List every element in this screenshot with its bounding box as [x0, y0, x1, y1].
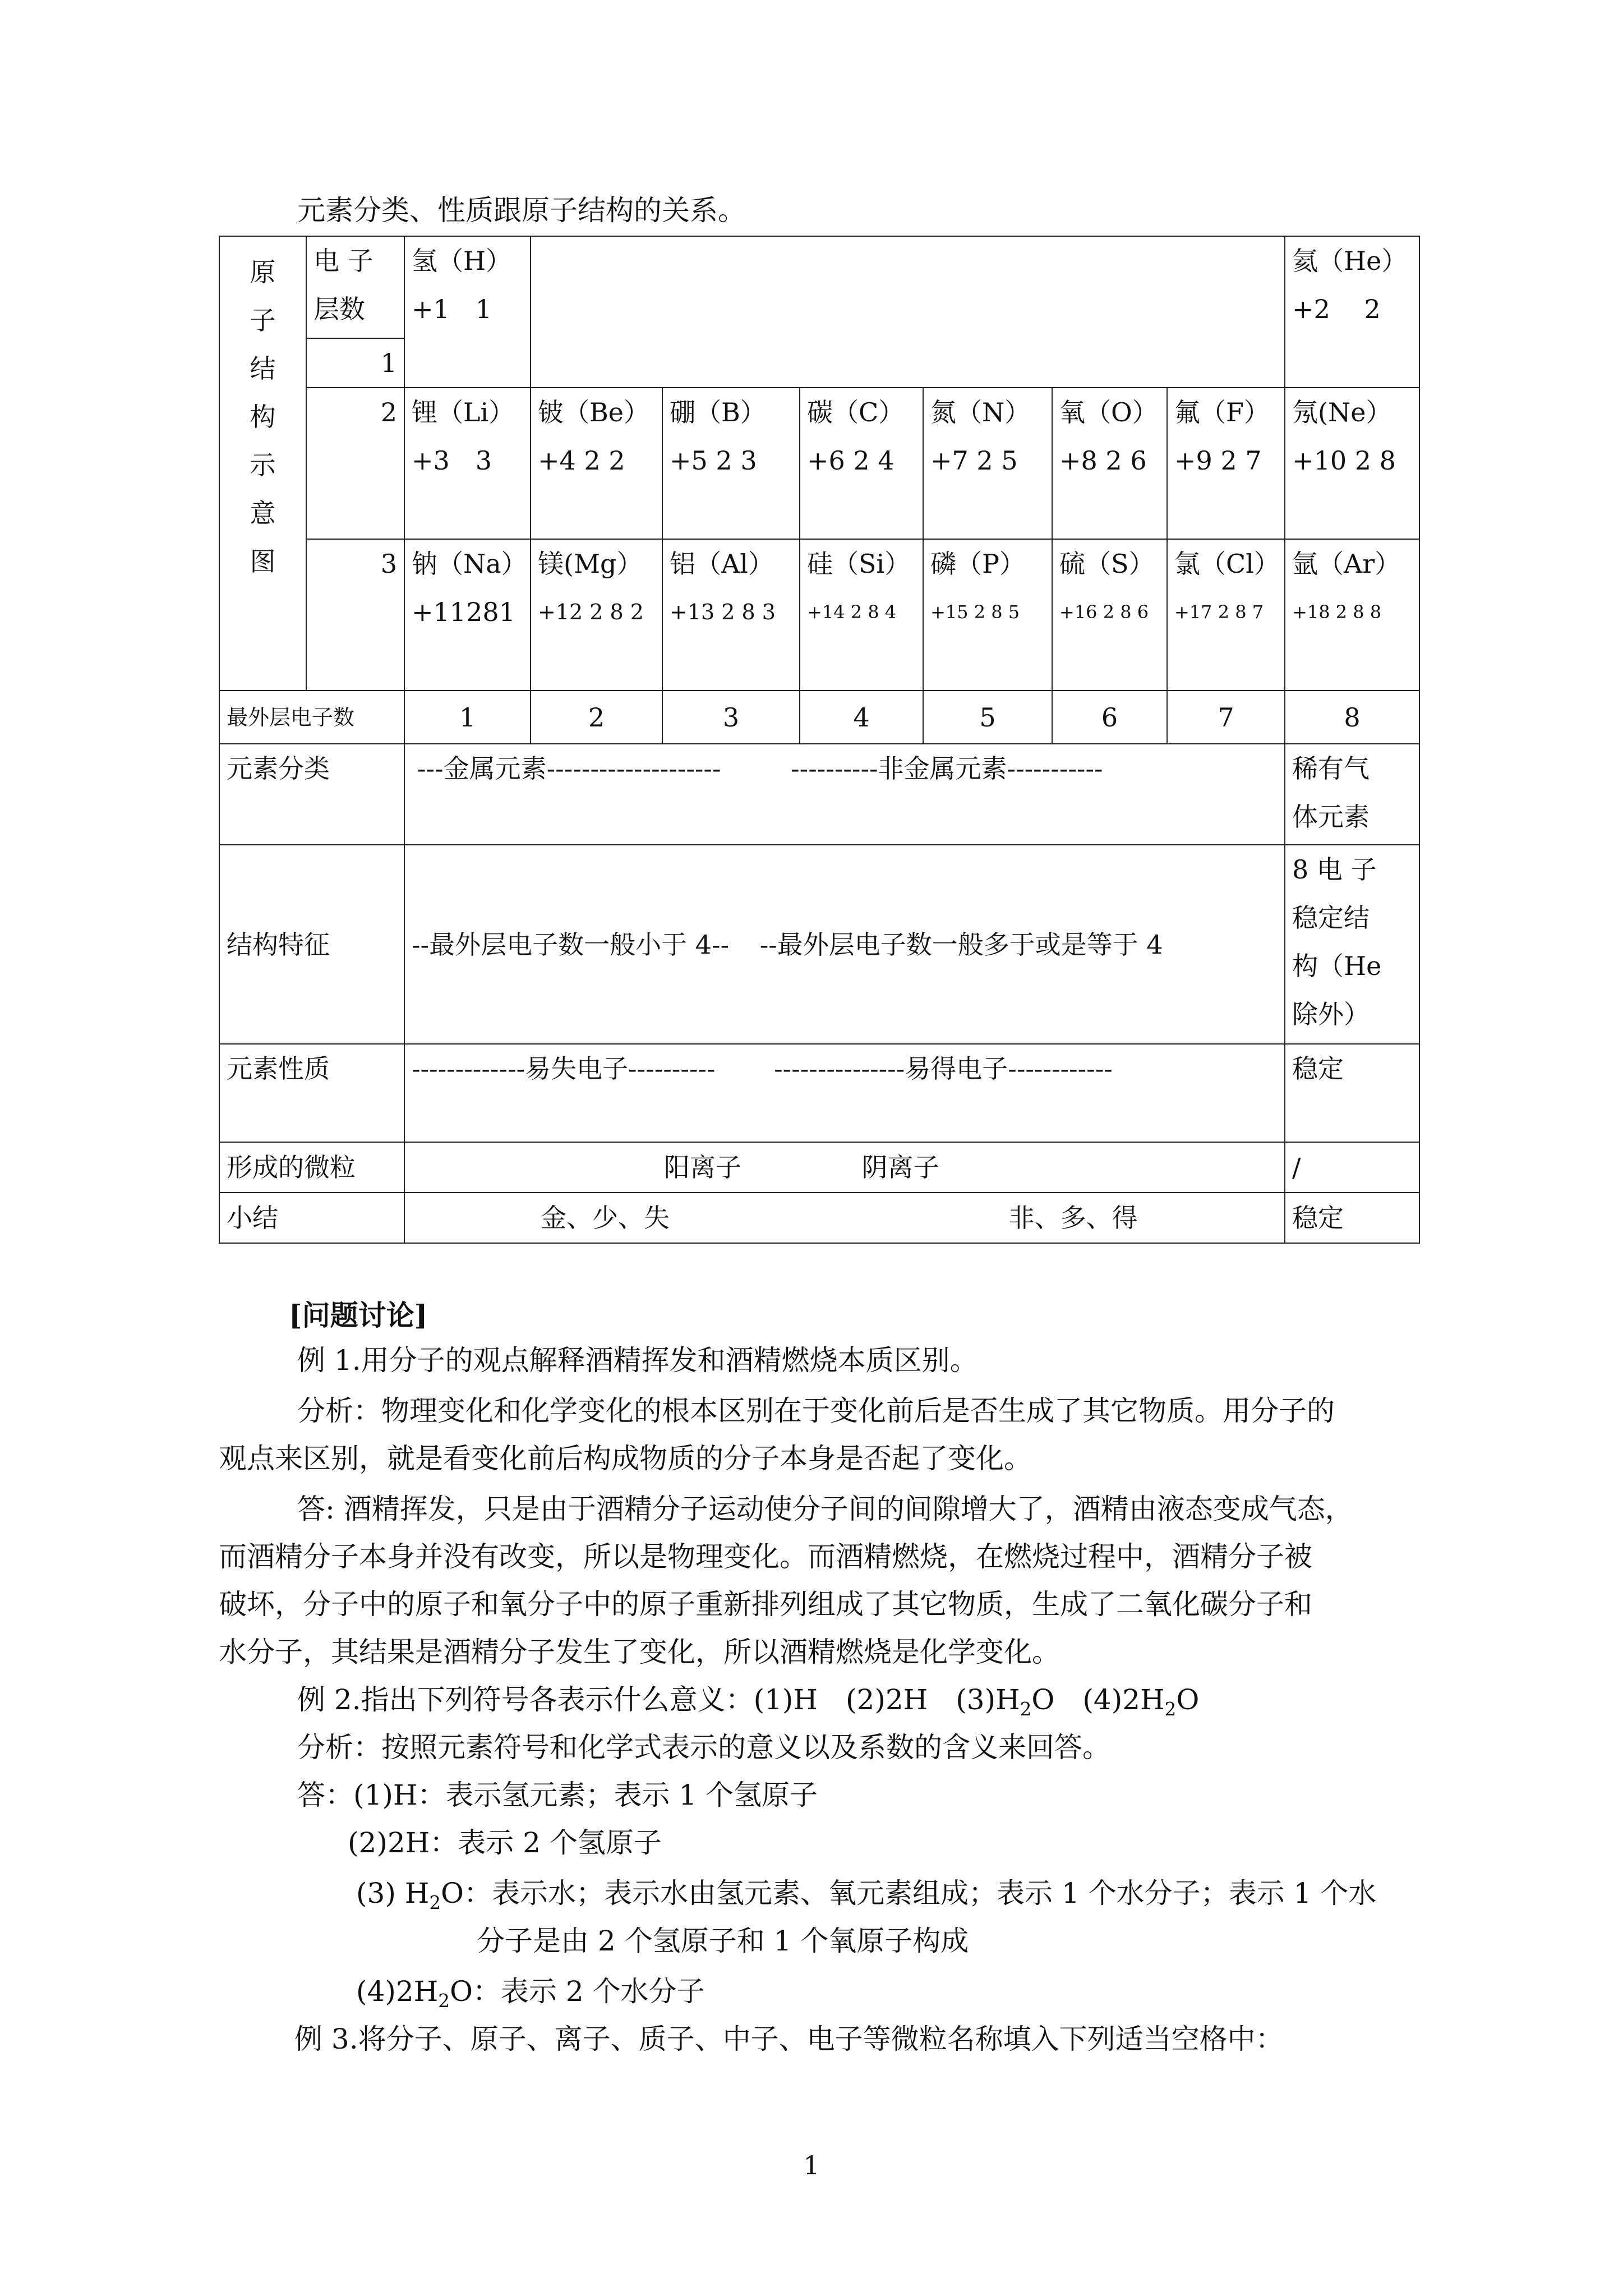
outer-electrons-value: 5	[923, 691, 1052, 744]
page-number: 1	[803, 2150, 820, 2180]
classification-values	[404, 744, 1285, 845]
element-cell-he: 氦（He） +2 2	[1285, 236, 1419, 388]
example-1-answer: 答: 酒精挥发，只是由于酒精分子运动使分子间的间隙增大了，酒精由液态变成气态，	[297, 1493, 1353, 1525]
element-cell-o: 氧（O） +8 2 6	[1052, 388, 1167, 539]
section-title: [问题讨论]	[289, 1299, 428, 1332]
metal-class: ---金属元素--------------------	[417, 753, 721, 784]
example-1-answer: 而酒精分子本身并没有改变，所以是物理变化。而酒精燃烧，在燃烧过程中，酒精分子被	[219, 1540, 1312, 1573]
layer-1-label: 1	[380, 348, 397, 378]
example-2-answer: (3) $H_2O$：表示水；表示水由氢元素、氧元素组成；表示 1 个水分子；表示 1 个水	[356, 1877, 1377, 1913]
nonmetal-structure: --最外层电子数一般多于或是等于 4	[759, 929, 1163, 960]
element-cell-mg: 镁(Mg） +12 2 8 2	[531, 539, 662, 691]
example-1-analysis: 分析：物理变化和化学变化的根本区别在于变化前后是否生成了其它物质。用分子的	[297, 1395, 1335, 1427]
element-cell-c: 碳（C） +6 2 4	[800, 388, 923, 539]
example-2-analysis: 分析：按照元素符号和化学式表示的意义以及系数的含义来回答。	[297, 1731, 1110, 1764]
example-2-answer: (2)2H：表示 2 个氢原子	[348, 1826, 662, 1859]
structure-values	[404, 845, 1285, 1044]
noble-summary: 稳定	[1285, 1193, 1419, 1243]
element-cell-be: 铍（Be） +4 2 2	[531, 388, 662, 539]
element-cell-h: 氢（H） +1 1	[404, 236, 531, 388]
outer-electrons-label: 最外层电子数	[219, 691, 404, 744]
layer-header-top: 电 子	[313, 246, 374, 276]
example-1-analysis: 观点来区别，就是看变化前后构成物质的分子本身是否起了变化。	[219, 1442, 1032, 1475]
nonmetal-class: ----------非金属元素-----------	[791, 753, 1103, 784]
example-2-answer: 答：(1)H：表示氢元素；表示 1 个氢原子	[297, 1779, 818, 1811]
layer-header-bottom: 层数	[313, 294, 365, 324]
example-2-answer: $(4)2H_2O$：表示 2 个水分子	[356, 1975, 705, 2012]
outer-electrons-value: 7	[1167, 691, 1285, 744]
example-2: 例 2.指出下列符号各表示什么意义：(1)H (2)2H $(3)H_2O$ $(4)2H_2O$	[297, 1683, 1200, 1720]
classification-label: 元素分类	[219, 744, 404, 845]
noble-property: 稳定	[1285, 1044, 1419, 1142]
layer-2-label: 2	[306, 388, 404, 539]
summary-values	[404, 1193, 1285, 1243]
particle-values	[404, 1142, 1285, 1193]
element-cell-li: 锂（Li） +3 3	[404, 388, 531, 539]
structure-label: 结构特征	[219, 845, 404, 1044]
outer-electrons-value: 3	[662, 691, 800, 744]
noble-particle: /	[1285, 1142, 1419, 1193]
anion-label: 阴离子	[861, 1152, 939, 1182]
cation-label: 阳离子	[664, 1152, 741, 1182]
layer-3-label: 3	[306, 539, 404, 691]
element-cell-si: 硅（Si） +14 2 8 4	[800, 539, 923, 691]
element-cell-p: 磷（P） +15 2 8 5	[923, 539, 1052, 691]
nonmetal-summary: 非、多、得	[1008, 1203, 1138, 1233]
example-1: 例 1.用分子的观点解释酒精挥发和酒精燃烧本质区别。	[297, 1344, 978, 1377]
nonmetal-property: ---------------易得电子------------	[774, 1053, 1113, 1084]
noble-class: 稀有气 体元素	[1285, 744, 1419, 845]
element-cell-n: 氮（N） +7 2 5	[923, 388, 1052, 539]
outer-electrons-value: 8	[1285, 691, 1419, 744]
outer-electrons-value: 4	[800, 691, 923, 744]
element-cell-ar: 氩（Ar） +18 2 8 8	[1285, 539, 1419, 691]
element-structure-table	[219, 236, 1420, 1244]
element-cell-cl: 氯（Cl） +17 2 8 7	[1167, 539, 1285, 691]
metal-property: -------------易失电子----------	[412, 1053, 716, 1084]
element-cell-ne: 氖(Ne） +10 2 8	[1285, 388, 1419, 539]
example-1-answer: 水分子，其结果是酒精分子发生了变化，所以酒精燃烧是化学变化。	[219, 1636, 1060, 1668]
outer-electrons-value: 6	[1052, 691, 1167, 744]
element-cell-al: 铝（Al） +13 2 8 3	[662, 539, 800, 691]
element-cell-f: 氟（F） +9 2 7	[1167, 388, 1285, 539]
layer-header-cell	[306, 236, 404, 388]
outer-electrons-value: 2	[531, 691, 662, 744]
outer-electrons-value: 1	[404, 691, 531, 744]
metal-structure: --最外层电子数一般小于 4--	[412, 929, 730, 960]
particle-label: 形成的微粒	[219, 1142, 404, 1193]
element-cell-b: 硼（B） +5 2 3	[662, 388, 800, 539]
atomic-structure-header: 原 子 结 构 示 意 图	[219, 236, 306, 691]
summary-label: 小结	[219, 1193, 404, 1243]
example-2-answer: 分子是由 2 个氢原子和 1 个氧原子构成	[477, 1925, 969, 1957]
element-cell-s: 硫（S） +16 2 8 6	[1052, 539, 1167, 691]
example-3: 例 3.将分子、原子、离子、质子、中子、电子等微粒名称填入下列适当空格中：	[294, 2023, 1284, 2055]
intro-text: 元素分类、性质跟原子结构的关系。	[297, 194, 746, 227]
metal-summary: 金、少、失	[541, 1203, 670, 1233]
property-label: 元素性质	[219, 1044, 404, 1142]
noble-structure: 8 电 子 稳定结 构（He 除外）	[1285, 845, 1419, 1044]
element-cell-na: 钠（Na） +11281	[404, 539, 531, 691]
property-values	[404, 1044, 1285, 1142]
empty-gap-cell	[531, 236, 1285, 388]
example-1-answer: 破坏，分子中的原子和氧分子中的原子重新排列组成了其它物质，生成了二氧化碳分子和	[219, 1588, 1312, 1621]
